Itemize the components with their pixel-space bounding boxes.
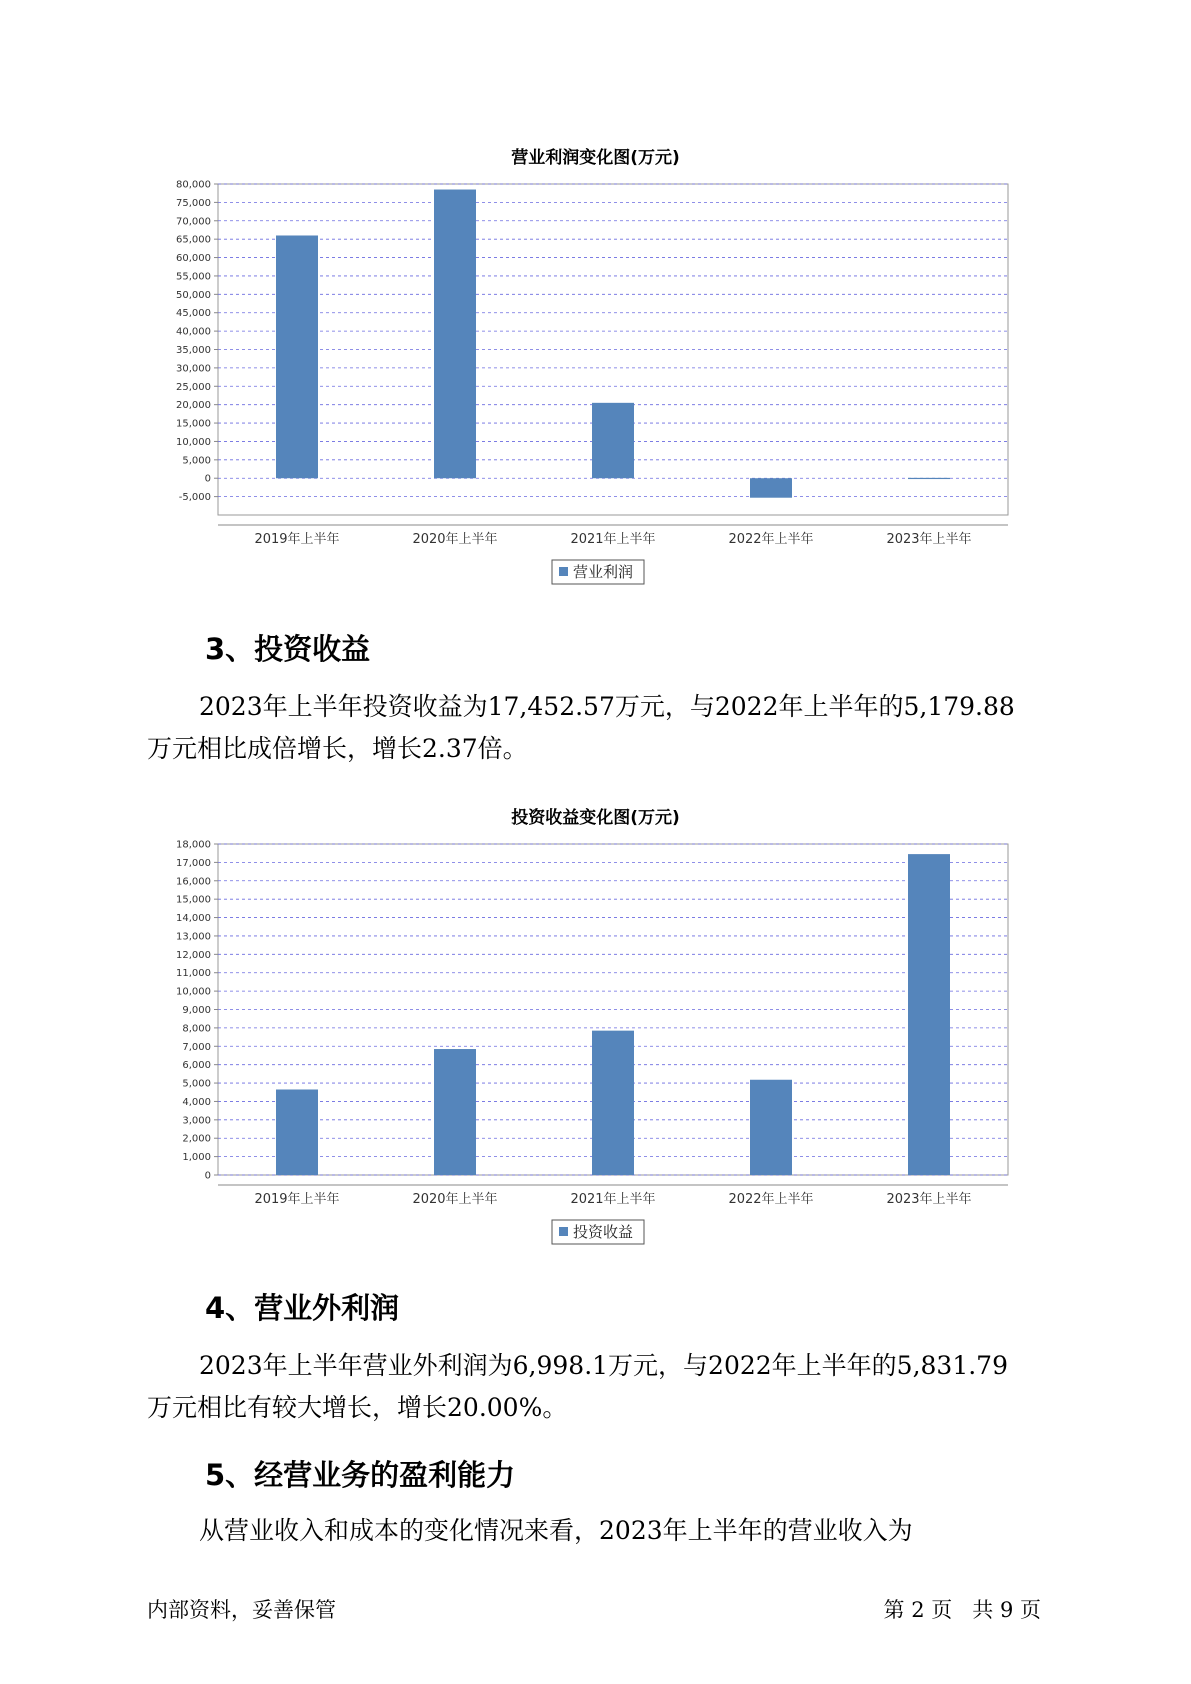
section-3-paragraph xyxy=(147,686,1062,770)
legend-swatch xyxy=(559,567,568,576)
bar-3 xyxy=(592,1031,634,1175)
x-tick-label: 2021年上半年 xyxy=(570,532,656,547)
y-tick-label: 20,000 xyxy=(176,400,211,412)
section-4-line-1: 2023年上半年营业外利润为6,998.1万元，与2022年上半年的5,831.79 xyxy=(199,1351,1008,1380)
investment-income-chart xyxy=(0,830,1191,1250)
bar-5 xyxy=(908,854,950,1175)
bar-5 xyxy=(908,478,950,479)
footer-page-number: 第 2 页 共 9 页 xyxy=(883,1598,1041,1622)
y-tick-label: 14,000 xyxy=(176,913,211,925)
legend-label: 投资收益 xyxy=(573,1223,634,1241)
bar-4 xyxy=(750,1080,792,1175)
x-tick-label: 2021年上半年 xyxy=(570,1192,656,1207)
y-tick-label: 80,000 xyxy=(176,179,211,191)
y-tick-label: 5,000 xyxy=(182,1078,211,1090)
y-tick-label: 55,000 xyxy=(176,271,211,283)
legend-swatch xyxy=(559,1227,568,1236)
x-tick-label: 2023年上半年 xyxy=(886,532,972,547)
y-tick-label: 30,000 xyxy=(176,363,211,375)
y-tick-label: 70,000 xyxy=(176,216,211,228)
y-tick-label: 45,000 xyxy=(176,308,211,320)
bar-4 xyxy=(750,478,792,497)
y-tick-label: 35,000 xyxy=(176,345,211,356)
y-tick-label: 10,000 xyxy=(176,436,211,448)
section-4-heading: 4、营业外利润 xyxy=(205,1291,400,1325)
y-tick-label: 4,000 xyxy=(182,1096,211,1108)
y-tick-label: 40,000 xyxy=(176,326,211,338)
section-5-heading: 5、经营业务的盈利能力 xyxy=(205,1458,516,1492)
legend-label: 营业利润 xyxy=(573,563,634,581)
y-tick-label: 75,000 xyxy=(176,197,211,209)
y-tick-label: 2,000 xyxy=(182,1133,211,1145)
y-tick-label: 1,000 xyxy=(182,1152,211,1164)
bar-1 xyxy=(276,235,318,478)
x-tick-label: 2020年上半年 xyxy=(412,532,498,547)
y-tick-label: 12,000 xyxy=(176,949,211,961)
y-tick-label: 3,000 xyxy=(182,1115,211,1127)
y-tick-label: 0 xyxy=(204,473,211,485)
section-5-line-1: 从营业收入和成本的变化情况来看，2023年上半年的营业收入为 xyxy=(199,1516,913,1545)
y-tick-label: 15,000 xyxy=(176,894,211,906)
x-tick-label: 2019年上半年 xyxy=(254,1192,340,1207)
bar-3 xyxy=(592,403,634,478)
x-tick-label: 2023年上半年 xyxy=(886,1192,972,1207)
y-tick-label: 9,000 xyxy=(182,1005,211,1016)
bar-2 xyxy=(434,190,476,479)
y-tick-label: 50,000 xyxy=(176,289,211,301)
chart-1-title: 营业利润变化图(万元) xyxy=(511,148,680,168)
bar-2 xyxy=(434,1049,476,1175)
y-tick-label: 18,000 xyxy=(176,839,211,851)
y-tick-label: 13,000 xyxy=(176,931,211,943)
x-tick-label: 2020年上半年 xyxy=(412,1192,498,1207)
section-5-paragraph xyxy=(147,1510,1062,1552)
section-3-line-2: 万元相比成倍增长，增长2.37倍。 xyxy=(147,734,528,763)
section-3-heading: 3、投资收益 xyxy=(205,632,371,666)
y-tick-label: 6,000 xyxy=(182,1060,211,1072)
y-tick-label: 16,000 xyxy=(176,876,211,888)
x-tick-label: 2022年上半年 xyxy=(728,532,814,547)
y-tick-label: -5,000 xyxy=(178,492,211,504)
section-3-line-1: 2023年上半年投资收益为17,452.57万元，与2022年上半年的5,179.88 xyxy=(199,692,1015,721)
y-tick-label: 25,000 xyxy=(176,381,211,393)
y-tick-label: 0 xyxy=(204,1170,211,1182)
y-tick-label: 60,000 xyxy=(176,253,211,265)
footer-left: 内部资料，妥善保管 xyxy=(147,1598,336,1622)
section-4-paragraph xyxy=(147,1345,1062,1429)
y-tick-label: 11,000 xyxy=(176,968,211,980)
chart-2-title: 投资收益变化图(万元) xyxy=(511,808,680,828)
section-4-line-2: 万元相比有较大增长，增长20.00%。 xyxy=(147,1393,568,1422)
x-tick-label: 2019年上半年 xyxy=(254,532,340,547)
x-tick-label: 2022年上半年 xyxy=(728,1192,814,1207)
y-tick-label: 5,000 xyxy=(182,455,211,467)
y-tick-label: 7,000 xyxy=(182,1041,211,1053)
y-tick-label: 8,000 xyxy=(182,1023,211,1035)
bar-1 xyxy=(276,1089,318,1175)
operating-profit-chart xyxy=(0,170,1191,590)
y-tick-label: 15,000 xyxy=(176,418,211,430)
y-tick-label: 10,000 xyxy=(176,986,211,998)
y-tick-label: 17,000 xyxy=(176,857,211,869)
y-tick-label: 65,000 xyxy=(176,234,211,246)
